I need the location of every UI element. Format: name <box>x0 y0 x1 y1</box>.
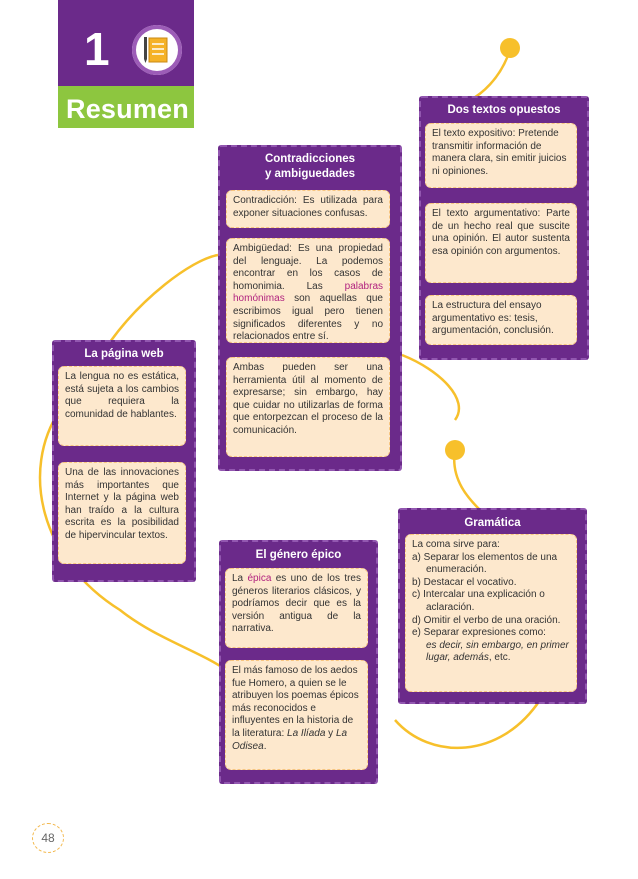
note-ambas: Ambas pueden ser una herramienta útil al momento de expresarse; sin embargo, hay que cuidar no utilizarlas de forma que entorpezcan el proceso de la comunicación. <box>226 357 390 457</box>
document-pencil-icon <box>132 25 182 75</box>
coma-intro: La coma sirve para: <box>412 539 500 550</box>
note-homero <box>225 660 368 770</box>
work-iliada: La Ilíada <box>287 727 326 739</box>
ambiguedad-text-end: son aquellas que escribimos igual pero tienen significados diferentes y no relacionados entre sí. <box>233 293 383 343</box>
yellow-dot <box>445 440 465 460</box>
list-item-continuation <box>412 640 570 665</box>
card-title: El género épico <box>255 549 342 561</box>
italic-expressions: es decir, sin embargo, en primer lugar, además <box>426 639 569 664</box>
note-epica <box>225 568 368 648</box>
list-item: c) Intercalar una explicación o aclaración. <box>412 589 545 613</box>
page-number: 48 <box>32 823 64 853</box>
note-lengua: La lengua no es estática, está sujeta a los cambios que requiera la comunidad de hablantes. <box>58 366 186 446</box>
card-title: Gramática <box>464 517 521 529</box>
list-item: b) Destacar el vocativo. <box>412 576 517 588</box>
highlight-palabras-homonimas: palabras homónimas <box>233 280 383 305</box>
note-texto-argumentativo: El texto argumentativo: Parte de un hecho real que suscite una opinión. El autor sustenta esa opinión con argumentos. <box>425 203 577 283</box>
homero-and: y <box>325 727 336 739</box>
card-title: Dos textos opuestos <box>447 104 561 116</box>
yellow-dot <box>500 38 520 58</box>
note-texto-expositivo: El texto expositivo: Pretende transmitir información de manera clara, sin emitir juicios ni opiniones. <box>425 123 577 188</box>
card-title-line1: Contradicciones <box>264 153 356 165</box>
list-item: e) Separar expresiones como: <box>412 627 546 639</box>
epica-text-end: es uno de los tres géneros literarios clásicos, y podríamos decir que es la versión antigua de la narrativa. <box>232 573 361 635</box>
card-title-line2: y ambiguedades <box>264 168 356 180</box>
note-estructura-ensayo: La estructura del ensayo argumentativo es: tesis, argumentación, conclusión. <box>425 295 577 345</box>
card-title: La página web <box>84 348 164 360</box>
homero-text: El más famoso de los aedos fue Homero, a quien se le atribuyen los poemas épicos más reconocidos e influyentes en la historia de la literatura: <box>232 665 359 739</box>
unit-number: 1 <box>84 23 110 75</box>
list-item: d) Omitir el verbo de una oración. <box>412 614 561 626</box>
highlight-epica: épica <box>247 573 272 584</box>
epica-text: La <box>232 573 248 584</box>
note-ambiguedad <box>226 238 390 343</box>
homero-end: . <box>263 740 267 752</box>
note-contradiccion: Contradicción: Es utilizada para exponer situaciones confusas. <box>226 190 390 228</box>
note-coma <box>405 534 577 692</box>
unit-banner <box>58 0 194 125</box>
list-end: , etc. <box>488 652 511 664</box>
note-innovaciones: Una de las innovaciones más importantes que Internet y la página web han traído a la cultura escrita es la posibilidad de hipervincular textos. <box>58 462 186 564</box>
coma-list <box>412 552 570 665</box>
work-odisea: La Odisea <box>232 727 348 752</box>
ambiguedad-text: Ambigüedad: Es una propiedad del lenguaje. La podemos encontrar en los casos de homonimia. Las <box>233 243 383 292</box>
page-title: Resumen <box>66 94 189 124</box>
list-item: a) Separar los elementos de una enumeración. <box>412 551 558 576</box>
